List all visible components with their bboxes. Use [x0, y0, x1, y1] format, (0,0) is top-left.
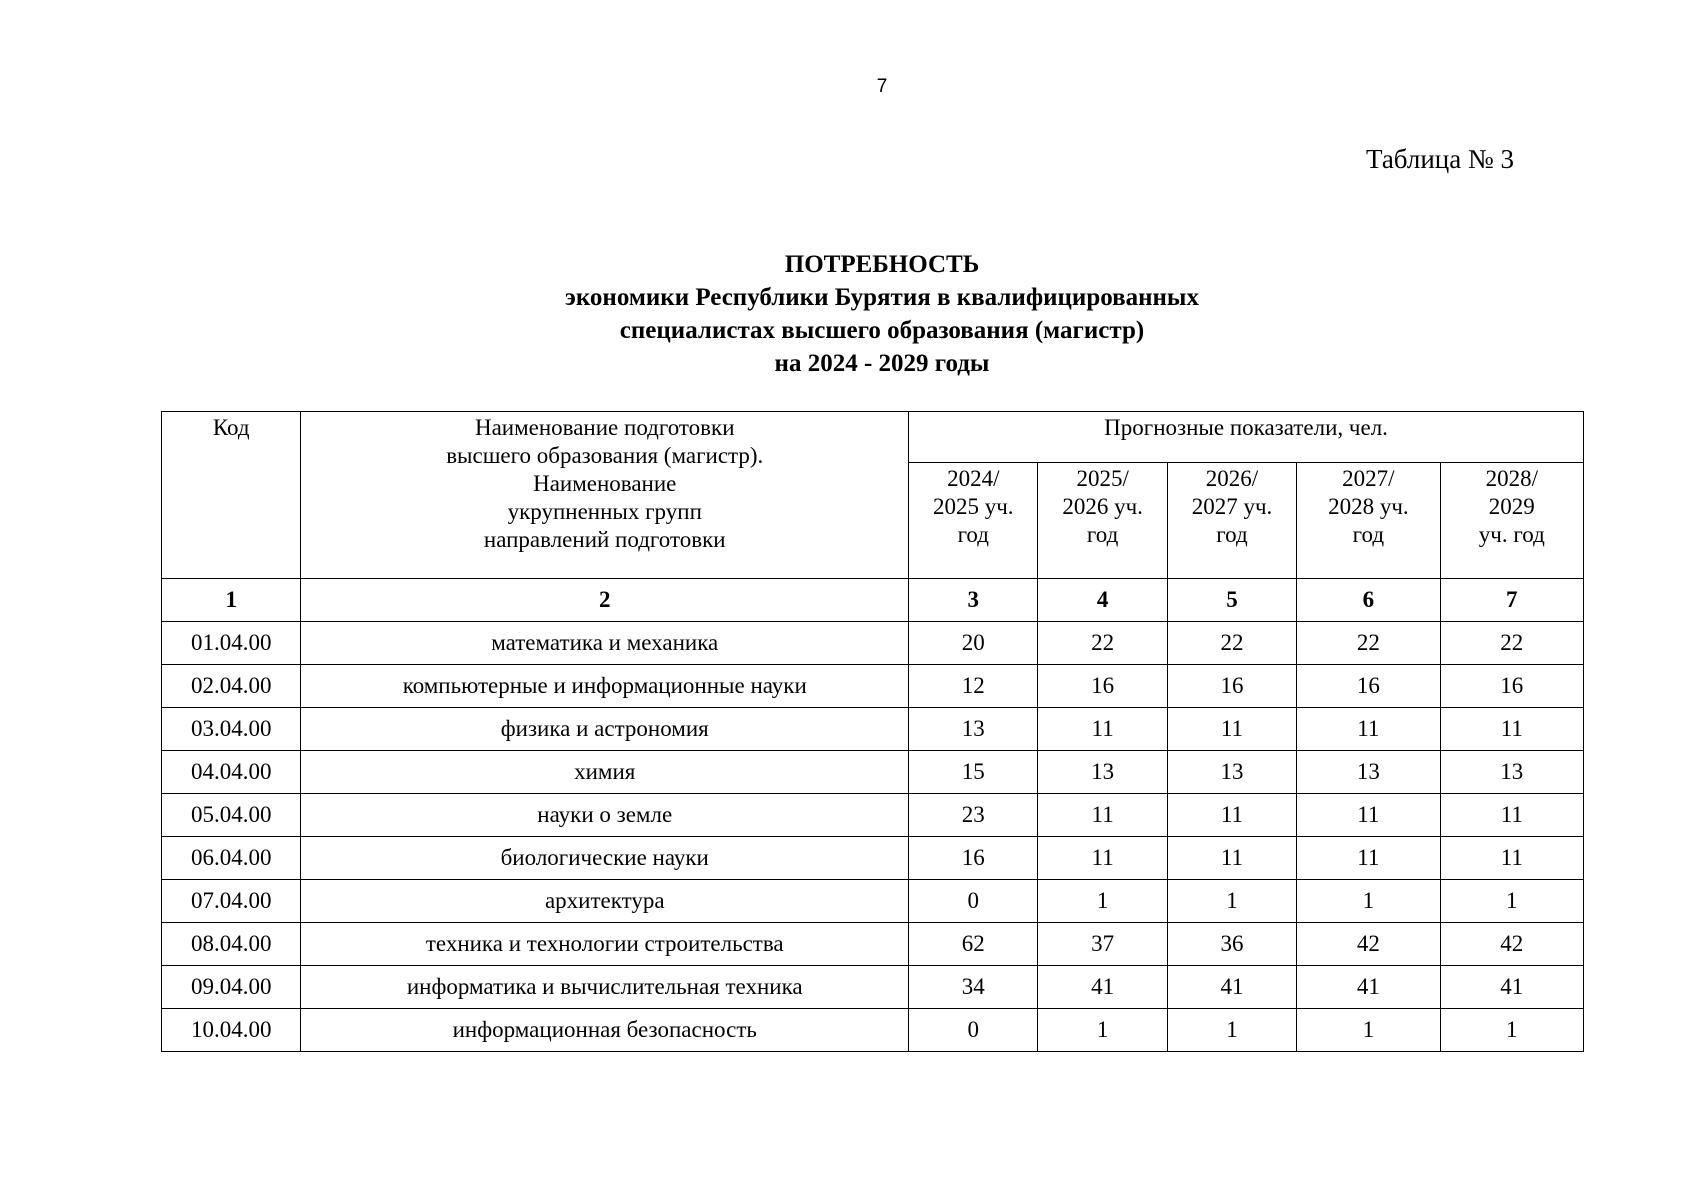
header-name-line: Наименование подготовки: [474, 415, 735, 440]
cell-value: 16: [1167, 665, 1296, 708]
cell-value: 11: [1297, 708, 1440, 751]
cell-name: химия: [301, 751, 909, 794]
cell-value: 0: [909, 1009, 1038, 1052]
title-line-3: специалистах высшего образования (магистр): [619, 317, 1145, 344]
header-name-line: высшего образования (магистр).: [446, 443, 764, 468]
table-row: [162, 708, 1584, 751]
title-line-4: на 2024 - 2029 годы: [774, 350, 990, 377]
cell-name: информационная безопасность: [301, 1009, 909, 1052]
header-year-line: 2029: [1488, 494, 1535, 519]
header-year-line: 2028/: [1485, 466, 1538, 491]
cell-value: 16: [909, 837, 1038, 880]
column-number-row: [162, 579, 1584, 622]
cell-value: 16: [1038, 665, 1167, 708]
header-year-line: уч. год: [1478, 522, 1545, 547]
column-number: 4: [1038, 579, 1167, 622]
header-year-line: год: [1352, 522, 1385, 547]
cell-value: 62: [909, 923, 1038, 966]
header-year-line: 2025/: [1076, 466, 1129, 491]
cell-value: 11: [1038, 837, 1167, 880]
cell-value: 34: [909, 966, 1038, 1009]
header-year-line: 2026/: [1205, 466, 1259, 491]
table-row: [162, 751, 1584, 794]
cell-value: 41: [1297, 966, 1440, 1009]
header-name-line: Наименование: [533, 471, 677, 496]
cell-value: 13: [1038, 751, 1167, 794]
table-row: [162, 1009, 1584, 1052]
cell-code: 08.04.00: [162, 923, 301, 966]
header-year: [1297, 463, 1440, 579]
header-year-line: 2025 уч.: [932, 494, 1014, 519]
cell-value: 41: [1440, 966, 1583, 1009]
header-year-line: 2028 уч.: [1328, 494, 1409, 519]
cell-value: 1: [1297, 1009, 1440, 1052]
document-title: [0, 248, 1698, 380]
cell-value: 11: [1297, 837, 1440, 880]
header-code: Код: [162, 412, 301, 579]
cell-value: 11: [1440, 837, 1583, 880]
cell-value: 1: [1038, 1009, 1167, 1052]
cell-value: 13: [909, 708, 1038, 751]
header-year: [1440, 463, 1583, 579]
cell-value: 13: [1440, 751, 1583, 794]
column-number: 5: [1167, 579, 1296, 622]
header-year-line: год: [957, 522, 989, 547]
table-body: [162, 579, 1584, 1052]
table-row: [162, 794, 1584, 837]
cell-value: 22: [1440, 622, 1583, 665]
header-name: [301, 412, 909, 579]
header-year-line: 2024/: [947, 466, 1000, 491]
cell-name: компьютерные и информационные науки: [301, 665, 909, 708]
cell-value: 1: [1167, 880, 1296, 923]
cell-code: 09.04.00: [162, 966, 301, 1009]
cell-value: 1: [1440, 880, 1583, 923]
header-year-line: 2027 уч.: [1191, 494, 1273, 519]
header-year-line: год: [1086, 522, 1119, 547]
cell-value: 42: [1297, 923, 1440, 966]
cell-value: 36: [1167, 923, 1296, 966]
column-number: 7: [1440, 579, 1583, 622]
cell-code: 10.04.00: [162, 1009, 301, 1052]
cell-code: 01.04.00: [162, 622, 301, 665]
header-name-line: укрупненных групп: [507, 499, 702, 524]
demand-table: [161, 411, 1584, 1052]
cell-value: 22: [1038, 622, 1167, 665]
cell-value: 13: [1167, 751, 1296, 794]
header-year: [909, 463, 1038, 579]
cell-value: 16: [1297, 665, 1440, 708]
cell-value: 11: [1440, 708, 1583, 751]
cell-value: 1: [1038, 880, 1167, 923]
column-number: 3: [909, 579, 1038, 622]
cell-value: 16: [1440, 665, 1583, 708]
cell-name: математика и механика: [301, 622, 909, 665]
cell-value: 15: [909, 751, 1038, 794]
cell-value: 37: [1038, 923, 1167, 966]
table-label: Таблица № 3: [1366, 144, 1514, 174]
cell-code: 02.04.00: [162, 665, 301, 708]
header-year-line: 2027/: [1342, 466, 1395, 491]
cell-code: 07.04.00: [162, 880, 301, 923]
cell-value: 11: [1038, 794, 1167, 837]
cell-value: 11: [1167, 708, 1296, 751]
table-row: [162, 880, 1584, 923]
header-year: [1167, 463, 1296, 579]
title-line-2: экономики Республики Бурятия в квалифицированных: [565, 284, 1199, 311]
cell-name: науки о земле: [301, 794, 909, 837]
cell-value: 11: [1167, 837, 1296, 880]
cell-name: архитектура: [301, 880, 909, 923]
cell-value: 22: [1167, 622, 1296, 665]
table-row: [162, 923, 1584, 966]
column-number: 1: [162, 579, 301, 622]
cell-code: 05.04.00: [162, 794, 301, 837]
table-row: [162, 622, 1584, 665]
title-line-1: ПОТРЕБНОСТЬ: [784, 251, 980, 278]
cell-value: 1: [1440, 1009, 1583, 1052]
table-row: [162, 665, 1584, 708]
column-number: 6: [1297, 579, 1440, 622]
cell-value: 11: [1167, 794, 1296, 837]
cell-name: информатика и вычислительная техника: [301, 966, 909, 1009]
header-forecast: Прогнозные показатели, чел.: [909, 412, 1584, 463]
table-row: [162, 837, 1584, 880]
header-name-line: направлений подготовки: [483, 527, 726, 552]
cell-value: 12: [909, 665, 1038, 708]
cell-code: 03.04.00: [162, 708, 301, 751]
table-row: [162, 966, 1584, 1009]
cell-name: биологические науки: [301, 837, 909, 880]
header-year: [1038, 463, 1167, 579]
cell-value: 41: [1167, 966, 1296, 1009]
header-year-line: год: [1216, 522, 1248, 547]
cell-value: 20: [909, 622, 1038, 665]
cell-value: 22: [1297, 622, 1440, 665]
cell-value: 1: [1297, 880, 1440, 923]
cell-value: 42: [1440, 923, 1583, 966]
cell-code: 06.04.00: [162, 837, 301, 880]
cell-value: 1: [1167, 1009, 1296, 1052]
cell-value: 41: [1038, 966, 1167, 1009]
cell-value: 11: [1038, 708, 1167, 751]
column-number: 2: [301, 579, 909, 622]
page-number: 7: [876, 76, 888, 97]
cell-value: 13: [1297, 751, 1440, 794]
cell-value: 11: [1297, 794, 1440, 837]
cell-code: 04.04.00: [162, 751, 301, 794]
cell-value: 23: [909, 794, 1038, 837]
cell-name: техника и технологии строительства: [301, 923, 909, 966]
table-header: [162, 412, 1584, 579]
cell-value: 0: [909, 880, 1038, 923]
header-year-line: 2026 уч.: [1062, 494, 1143, 519]
cell-name: физика и астрономия: [301, 708, 909, 751]
cell-value: 11: [1440, 794, 1583, 837]
